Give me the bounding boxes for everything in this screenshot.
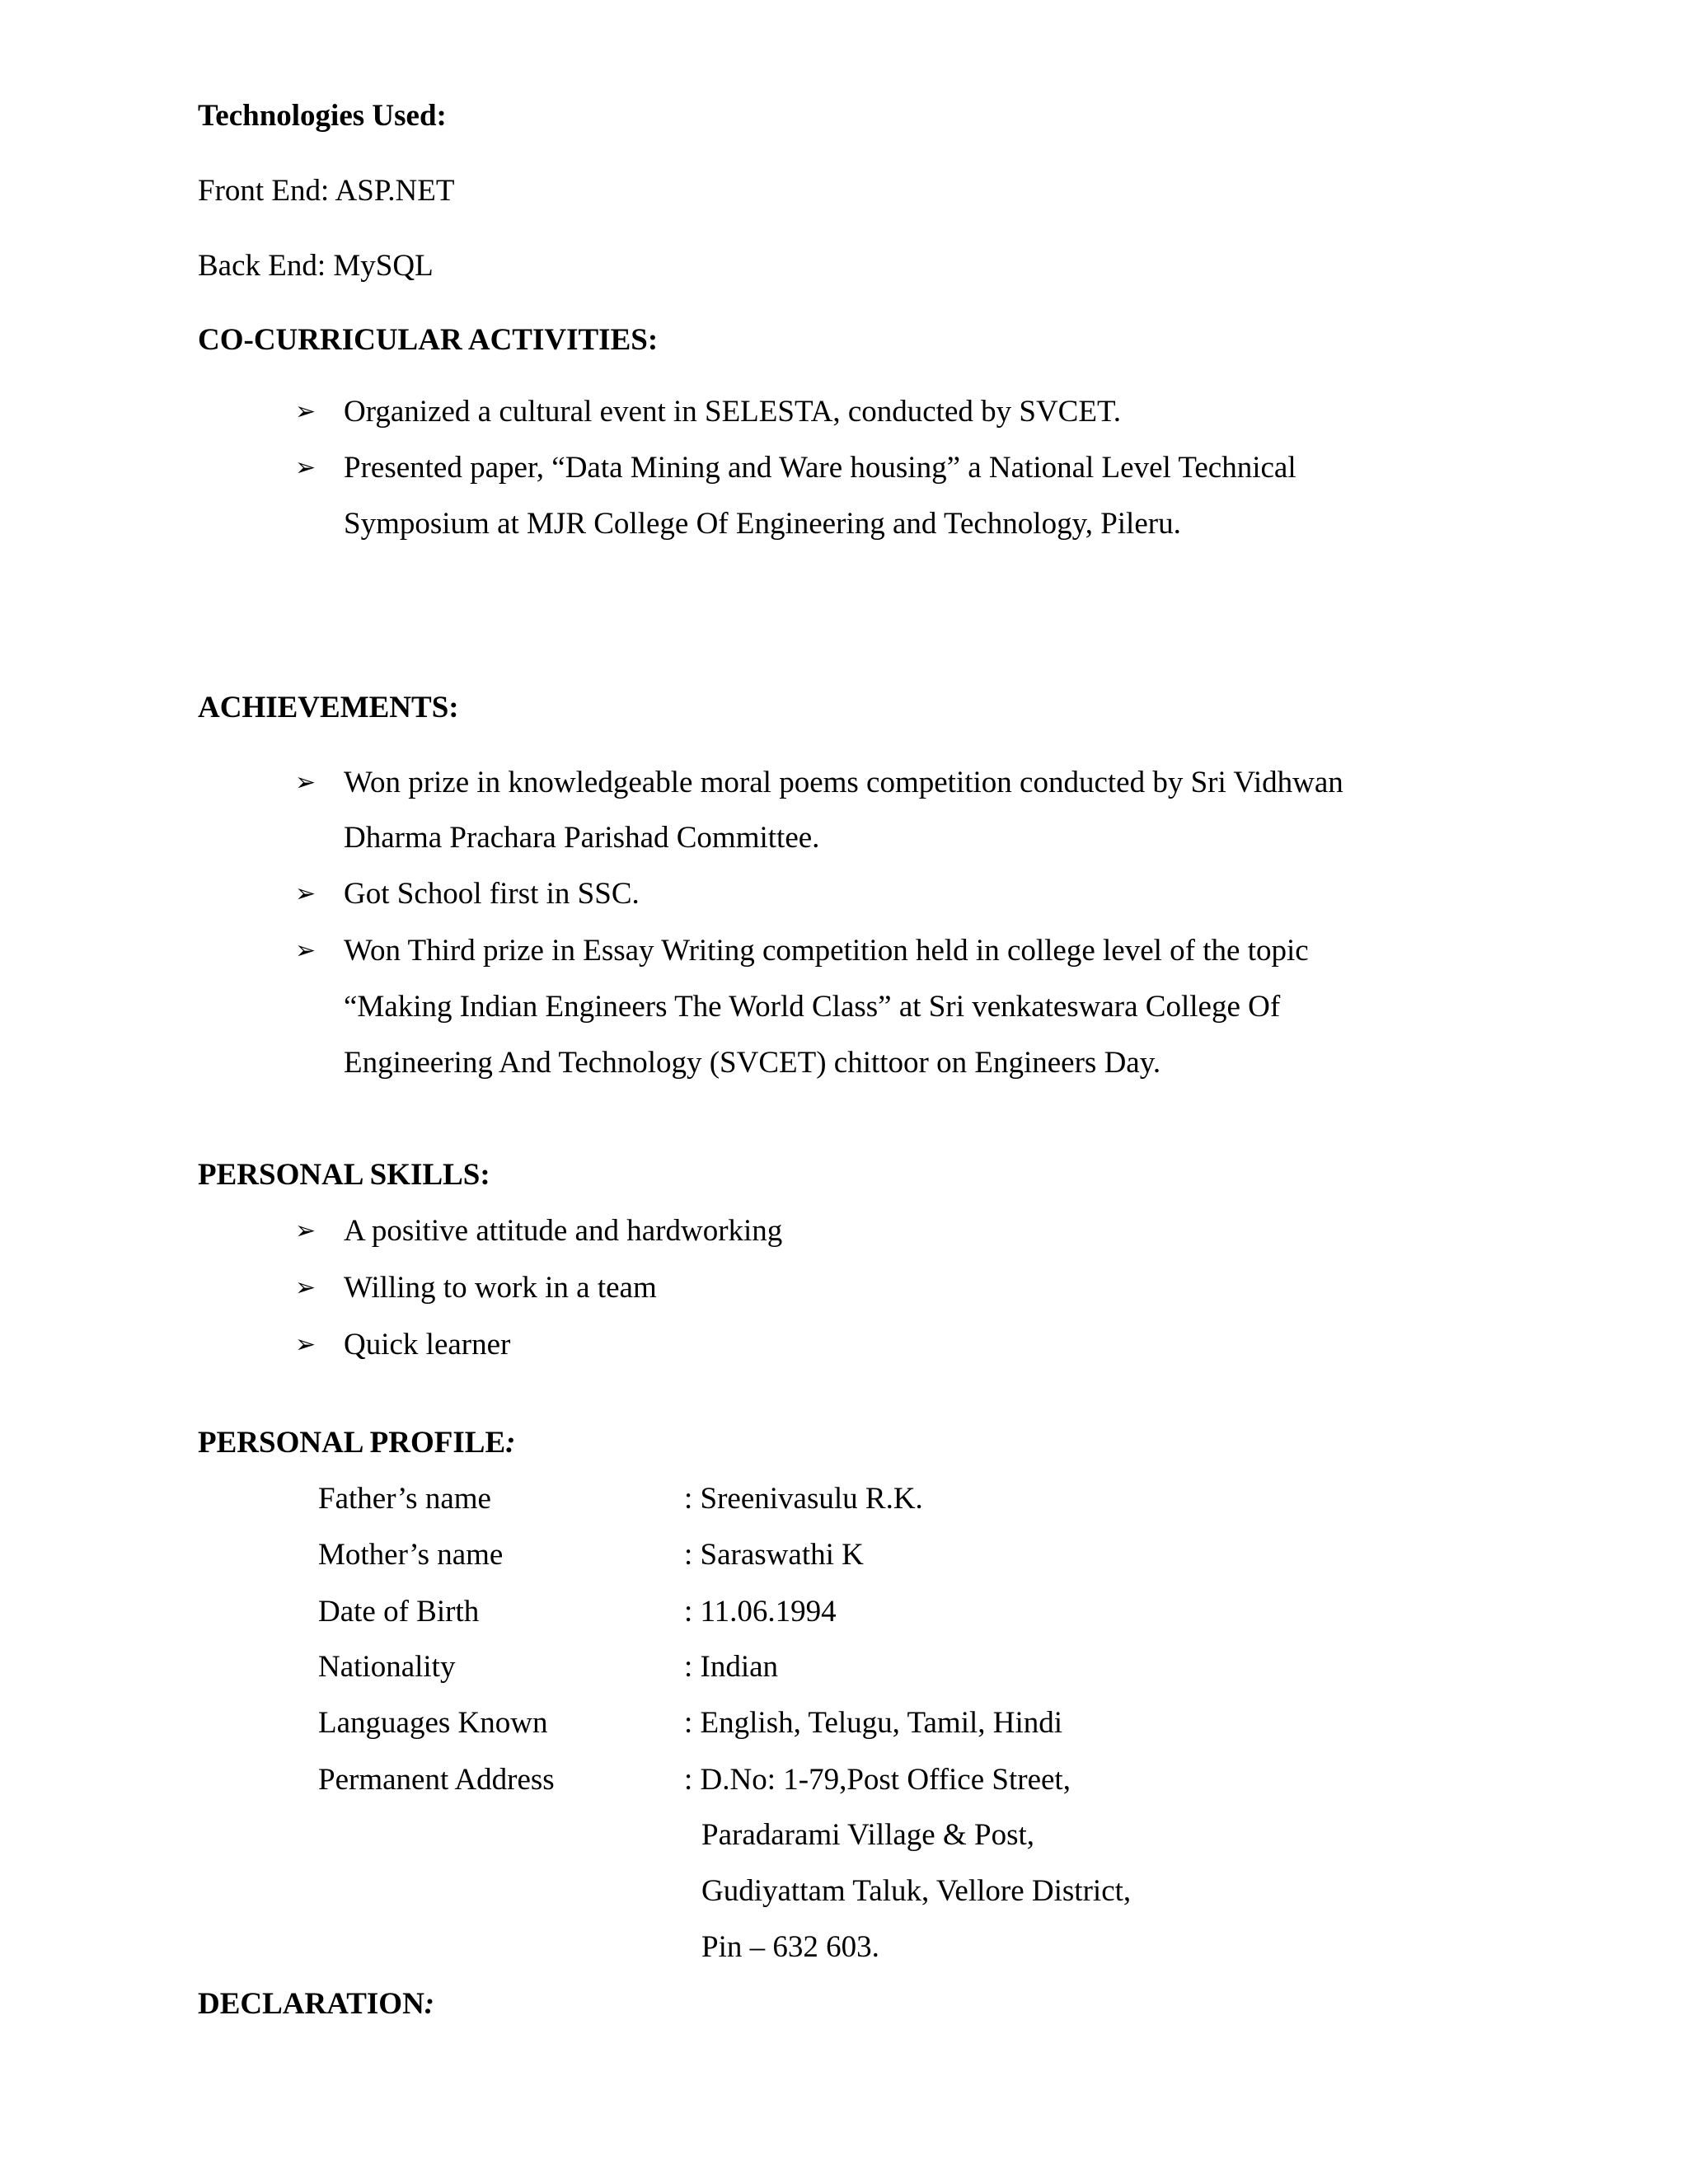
personal-profile-heading-text: PERSONAL PROFILE <box>198 1426 506 1460</box>
co-curricular-item-line: Presented paper, “Data Mining and Ware housing” a National Level Technical <box>344 451 1296 485</box>
declaration-heading-text: DECLARATION <box>198 1987 424 2021</box>
arrow-bullet-icon: ➢ <box>295 1216 316 1245</box>
profile-value: : English, Telugu, Tamil, Hindi <box>684 1706 1063 1740</box>
profile-label: Nationality <box>318 1650 456 1684</box>
profile-value: : Sreenivasulu R.K. <box>684 1482 923 1516</box>
achievements-heading: ACHIEVEMENTS: <box>198 691 459 724</box>
profile-label: Father’s name <box>318 1482 491 1516</box>
achievement-item-line: “Making Indian Engineers The World Class” at Sri venkateswara College Of <box>344 990 1281 1024</box>
profile-value: : D.No: 1-79,Post Office Street, <box>684 1763 1071 1797</box>
arrow-bullet-icon: ➢ <box>295 936 316 965</box>
personal-profile-heading <box>198 1425 515 1461</box>
address-line: Gudiyattam Taluk, Vellore District, <box>701 1874 1132 1908</box>
skill-item: A positive attitude and hardworking <box>344 1214 783 1248</box>
achievement-item-line: Engineering And Technology (SVCET) chittoor on Engineers Day. <box>344 1046 1161 1080</box>
arrow-bullet-icon: ➢ <box>295 453 316 482</box>
arrow-bullet-icon: ➢ <box>295 768 316 797</box>
arrow-bullet-icon: ➢ <box>295 1330 316 1359</box>
profile-value: : Indian <box>684 1650 779 1684</box>
profile-value: : Saraswathi K <box>684 1538 864 1572</box>
achievement-item-line: Won Third prize in Essay Writing competition held in college level of the topic <box>344 934 1309 968</box>
address-line: Pin – 632 603. <box>701 1930 879 1964</box>
arrow-bullet-icon: ➢ <box>295 397 316 426</box>
profile-label: Mother’s name <box>318 1538 504 1572</box>
achievement-item-line: Dharma Prachara Parishad Committee. <box>344 821 820 855</box>
declaration-heading-colon: : <box>424 1987 435 2021</box>
skill-item: Willing to work in a team <box>344 1271 657 1305</box>
arrow-bullet-icon: ➢ <box>295 1273 316 1302</box>
personal-profile-heading-colon: : <box>505 1426 516 1460</box>
profile-value: : 11.06.1994 <box>684 1595 837 1629</box>
address-line: Paradarami Village & Post, <box>701 1818 1035 1852</box>
co-curricular-item-line: Organized a cultural event in SELESTA, conducted by SVCET. <box>344 395 1122 429</box>
declaration-heading <box>198 1986 434 2022</box>
profile-label: Languages Known <box>318 1706 548 1740</box>
achievement-item-line: Won prize in knowledgeable moral poems competition conducted by Sri Vidhwan <box>344 766 1343 799</box>
arrow-bullet-icon: ➢ <box>295 879 316 908</box>
back-end-line: Back End: MySQL <box>198 249 434 283</box>
achievement-item-line: Got School first in SSC. <box>344 877 640 911</box>
co-curricular-heading: CO-CURRICULAR ACTIVITIES: <box>198 323 659 357</box>
technologies-heading: Technologies Used: <box>198 99 447 133</box>
profile-label: Permanent Address <box>318 1763 555 1797</box>
skill-item: Quick learner <box>344 1328 511 1361</box>
front-end-line: Front End: ASP.NET <box>198 174 455 208</box>
co-curricular-item-line: Symposium at MJR College Of Engineering and Technology, Pileru. <box>344 507 1181 541</box>
personal-skills-heading: PERSONAL SKILLS: <box>198 1158 490 1192</box>
profile-label: Date of Birth <box>318 1595 480 1629</box>
